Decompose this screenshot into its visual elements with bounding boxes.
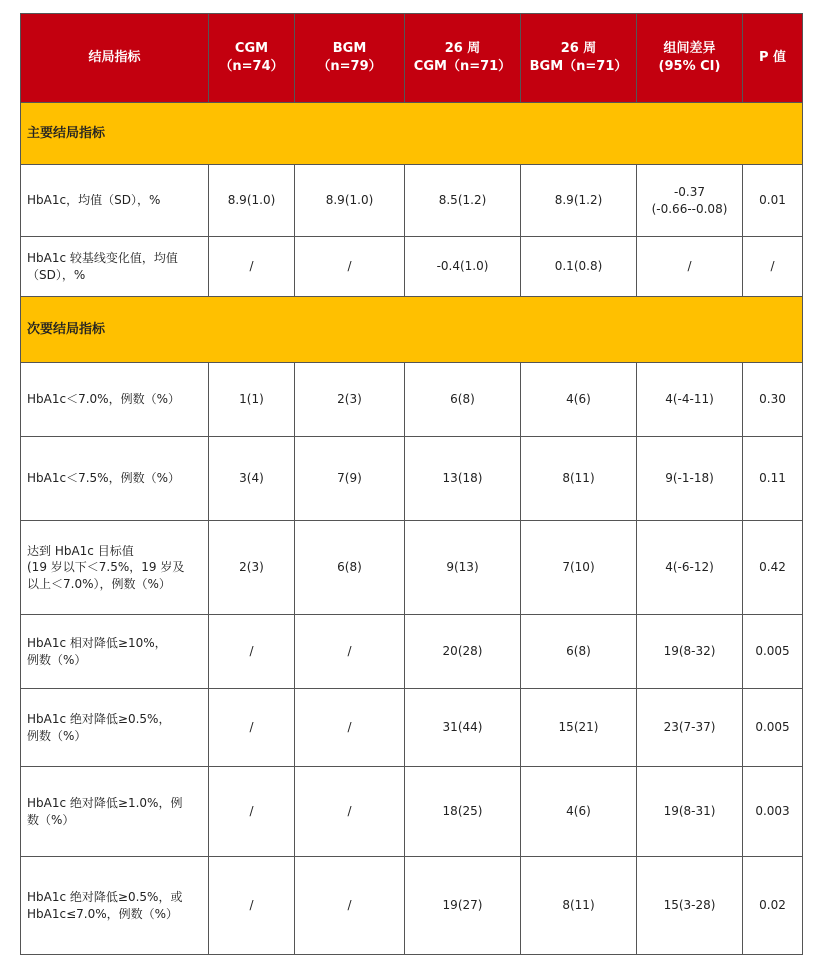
metric-cell: HbA1c 较基线变化值，均值 （SD），% <box>21 237 209 297</box>
cgm-cell: / <box>209 615 295 689</box>
metric-cell: HbA1c 绝对降低≥0.5%， 例数（%） <box>21 689 209 767</box>
cgm-cell: / <box>209 857 295 955</box>
week26-bgm-cell: 8.9(1.2) <box>521 165 637 237</box>
week26-cgm-cell: 20(28) <box>405 615 521 689</box>
bgm-cell: 8.9(1.0) <box>295 165 405 237</box>
header-metric: 结局指标 <box>21 14 209 103</box>
bgm-cell: 6(8) <box>295 521 405 615</box>
week26-cgm-cell: 19(27) <box>405 857 521 955</box>
metric-cell: HbA1c＜7.0%，例数（%） <box>21 363 209 437</box>
p-value-cell: 0.005 <box>743 615 803 689</box>
week26-bgm-cell: 0.1(0.8) <box>521 237 637 297</box>
week26-bgm-cell: 7(10) <box>521 521 637 615</box>
week26-bgm-cell: 15(21) <box>521 689 637 767</box>
week26-cgm-cell: 9(13) <box>405 521 521 615</box>
week26-cgm-cell: 6(8) <box>405 363 521 437</box>
table-row <box>21 857 803 955</box>
cgm-cell: / <box>209 689 295 767</box>
table-body <box>21 103 803 955</box>
week26-cgm-cell: 31(44) <box>405 689 521 767</box>
cgm-cell: 8.9(1.0) <box>209 165 295 237</box>
header-week26-cgm: 26 周 CGM（n=71） <box>405 14 521 103</box>
bgm-cell: / <box>295 767 405 857</box>
week26-bgm-cell: 4(6) <box>521 363 637 437</box>
week26-bgm-cell: 4(6) <box>521 767 637 857</box>
cgm-cell: / <box>209 767 295 857</box>
metric-cell: HbA1c 绝对降低≥0.5%，或 HbA1c≤7.0%，例数（%） <box>21 857 209 955</box>
metric-cell: HbA1c 绝对降低≥1.0%，例 数（%） <box>21 767 209 857</box>
metric-cell: HbA1c 相对降低≥10%， 例数（%） <box>21 615 209 689</box>
cgm-cell: / <box>209 237 295 297</box>
difference-cell: 15(3-28) <box>637 857 743 955</box>
p-value-cell: 0.42 <box>743 521 803 615</box>
p-value-cell: 0.02 <box>743 857 803 955</box>
p-value-cell: / <box>743 237 803 297</box>
table-row <box>21 767 803 857</box>
bgm-cell: 7(9) <box>295 437 405 521</box>
table-row <box>21 521 803 615</box>
p-value-cell: 0.005 <box>743 689 803 767</box>
difference-cell: 4(-4-11) <box>637 363 743 437</box>
header-week26-bgm: 26 周 BGM（n=71） <box>521 14 637 103</box>
table-row <box>21 437 803 521</box>
week26-cgm-cell: 18(25) <box>405 767 521 857</box>
metric-cell: 达到 HbA1c 目标值 (19 岁以下＜7.5%，19 岁及 以上＜7.0%），例数（%） <box>21 521 209 615</box>
section-row-secondary <box>21 297 803 363</box>
p-value-cell: 0.30 <box>743 363 803 437</box>
week26-bgm-cell: 8(11) <box>521 437 637 521</box>
difference-cell: 23(7-37) <box>637 689 743 767</box>
table-row <box>21 363 803 437</box>
difference-cell: 19(8-32) <box>637 615 743 689</box>
difference-cell: 9(-1-18) <box>637 437 743 521</box>
header-p-value: P 值 <box>743 14 803 103</box>
bgm-cell: / <box>295 857 405 955</box>
difference-cell: 4(-6-12) <box>637 521 743 615</box>
table-row <box>21 689 803 767</box>
results-table <box>20 13 803 955</box>
table-row <box>21 615 803 689</box>
week26-bgm-cell: 8(11) <box>521 857 637 955</box>
header-cgm: CGM （n=74） <box>209 14 295 103</box>
p-value-cell: 0.003 <box>743 767 803 857</box>
header-difference: 组间差异 (95% CI) <box>637 14 743 103</box>
table-row <box>21 165 803 237</box>
bgm-cell: / <box>295 615 405 689</box>
cgm-cell: 2(3) <box>209 521 295 615</box>
bgm-cell: 2(3) <box>295 363 405 437</box>
difference-cell: / <box>637 237 743 297</box>
p-value-cell: 0.01 <box>743 165 803 237</box>
bgm-cell: / <box>295 689 405 767</box>
header-row <box>21 14 803 103</box>
p-value-cell: 0.11 <box>743 437 803 521</box>
header-bgm: BGM （n=79） <box>295 14 405 103</box>
week26-cgm-cell: 13(18) <box>405 437 521 521</box>
week26-bgm-cell: 6(8) <box>521 615 637 689</box>
metric-cell: HbA1c＜7.5%，例数（%） <box>21 437 209 521</box>
section-title: 次要结局指标 <box>21 297 803 363</box>
bgm-cell: / <box>295 237 405 297</box>
section-row-primary <box>21 103 803 165</box>
cgm-cell: 1(1) <box>209 363 295 437</box>
metric-cell: HbA1c，均值（SD），% <box>21 165 209 237</box>
results-table-container <box>20 13 803 955</box>
cgm-cell: 3(4) <box>209 437 295 521</box>
section-title: 主要结局指标 <box>21 103 803 165</box>
difference-cell: 19(8-31) <box>637 767 743 857</box>
difference-cell: -0.37 (-0.66--0.08) <box>637 165 743 237</box>
week26-cgm-cell: 8.5(1.2) <box>405 165 521 237</box>
table-row <box>21 237 803 297</box>
week26-cgm-cell: -0.4(1.0) <box>405 237 521 297</box>
